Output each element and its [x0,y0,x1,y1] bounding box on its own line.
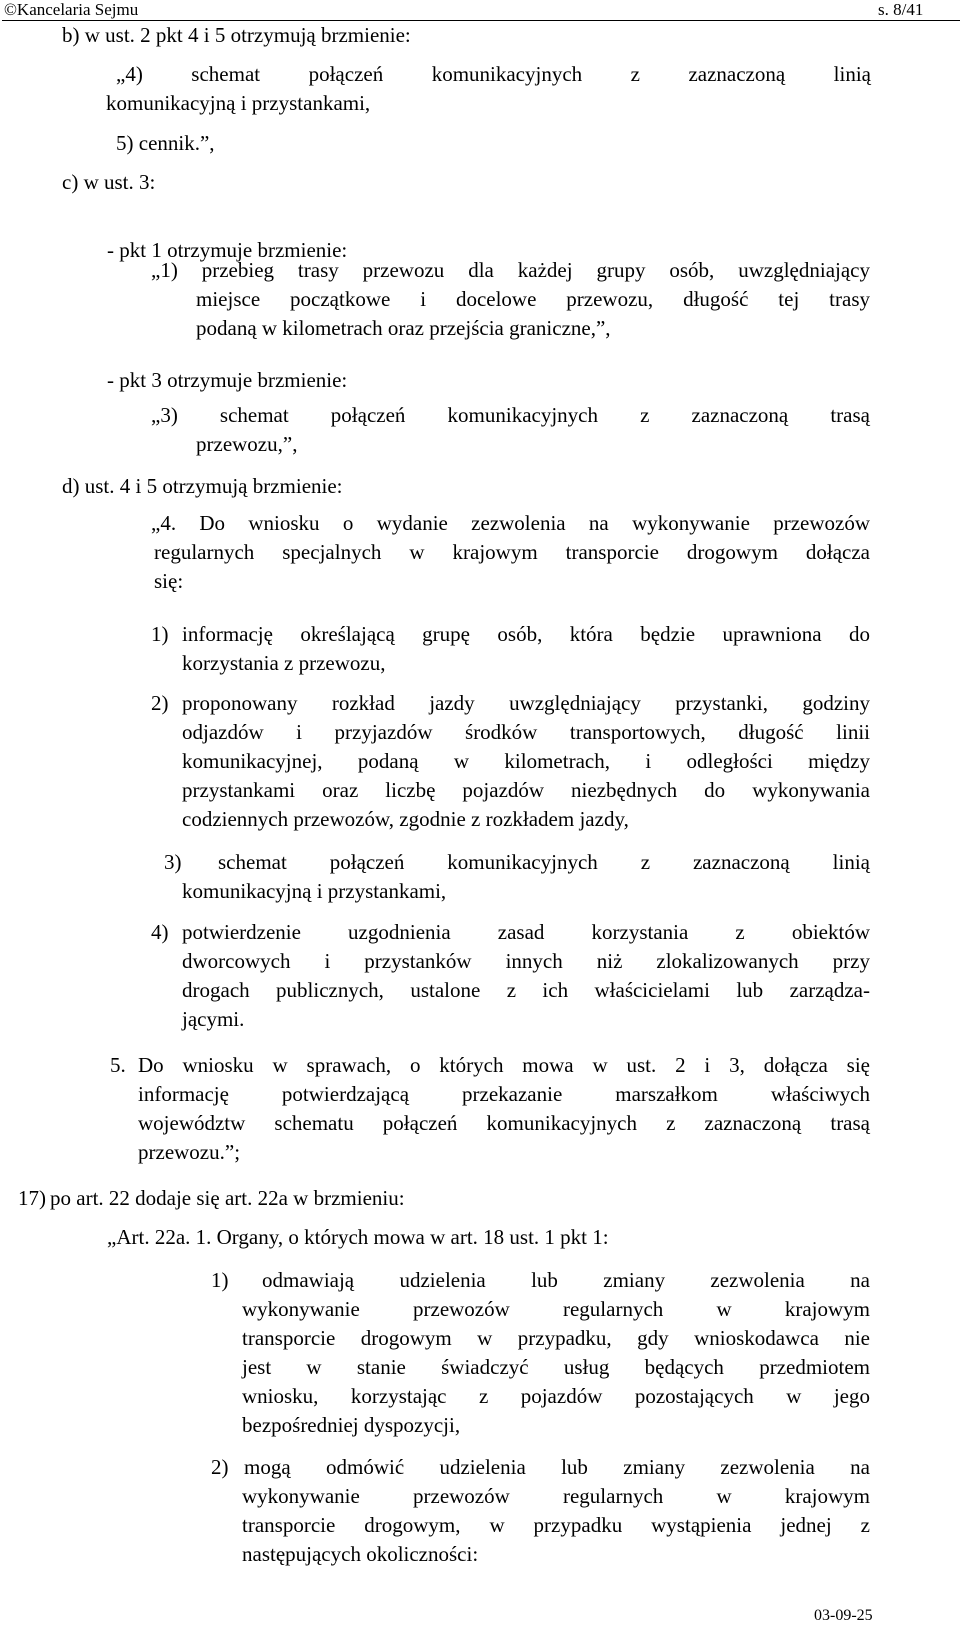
item-text [242,1266,870,1440]
article-22a-item-2 [211,1453,870,1569]
text-line: następujących okoliczności: [242,1542,479,1566]
item-label: 1) [151,622,174,646]
text-line: schemat połączeń komunikacyjnych z zaznaczoną linią [218,850,870,874]
text-line: komunikacyjnej, podaną w kilometrach, i odległości między [182,749,870,773]
text-line: regularnych specjalnych w krajowym transporcie drogowym dołącza [154,540,870,564]
item-label: 2) [151,691,174,715]
text-line: korzystania z przewozu, [182,651,386,675]
text-line: wykonywanie przewozów regularnych w krajowym [242,1484,870,1508]
text-line: potwierdzenie uzgodnienia zasad korzystania z obiektów [182,920,870,944]
item-text [182,689,870,834]
text-line: mogą odmówić udzielenia lub zmiany zezwolenia na [244,1455,870,1479]
amendment-b-point-4 [106,60,871,118]
text-line: „4. Do wniosku o wydanie zezwolenia na wykonywanie przewozów [151,511,870,535]
text-line: bezpośredniej dyspozycji, [242,1413,461,1437]
text-line: przewozu.”; [138,1140,241,1164]
article-22a-item-1 [211,1266,870,1440]
text-line: drogach publicznych, ustalone z ich właścicielami lub zarządza- [182,978,870,1002]
text-line: wniosku, korzystając z pojazdów pozostających w jego [242,1384,870,1408]
amendment-d-paragraph-5 [110,1051,870,1167]
amendment-c-intro: c) w ust. 3: [62,170,156,194]
text-line: transporcie drogowym, w przypadku wystąpienia jednej z [242,1513,870,1537]
text-line: transporcie drogowym w przypadku, gdy wnioskodawca nie [242,1326,870,1350]
text-line: wykonywanie przewozów regularnych w krajowym [242,1297,870,1321]
text-line: województw schematu połączeń komunikacyjnych z zaznaczoną trasą [138,1111,870,1135]
enumerated-item-1 [151,620,870,678]
text-line: przewozu,”, [196,432,298,456]
paragraph-label: 5. [110,1053,131,1077]
amendment-d-intro: d) ust. 4 i 5 otrzymują brzmienie: [62,474,343,498]
item-label: 2) [211,1455,234,1479]
text-line: podaną w kilometrach oraz przejścia graniczne,”, [196,316,611,340]
paragraph-text [138,1051,870,1167]
text-line: jącymi. [182,1007,245,1031]
text-line: informację potwierdzającą przekazanie marszałkom właściwych [138,1082,870,1106]
header-page-number: s. 8/41 [878,0,924,19]
point-17 [18,1184,870,1213]
item-text [182,918,870,1034]
text-line: codziennych przewozów, zgodnie z rozkładem jazdy, [182,807,629,831]
amendment-c-point-3 [151,401,870,459]
item-text [182,620,870,678]
article-22a-intro: „Art. 22a. 1. Organy, o których mowa w art. 18 ust. 1 pkt 1: [107,1225,609,1249]
amendment-c-pkt1-intro: - pkt 1 otrzymuje brzmienie: [107,238,348,262]
text-line: miejsce początkowe i docelowe przewozu, długość tej trasy [196,287,870,311]
amendment-c-pkt3-intro: - pkt 3 otrzymuje brzmienie: [107,368,348,392]
text-line: dworcowych i przystanków innych niż zlokalizowanych przy [182,949,870,973]
enumerated-item-4 [151,918,870,1034]
item-text [182,848,870,906]
amendment-d-paragraph-4 [151,509,870,596]
text-line: Do wniosku w sprawach, o których mowa w ust. 2 i 3, dołącza się [138,1053,870,1077]
enumerated-item-2 [151,689,870,834]
text-line: proponowany rozkład jazdy uwzględniający przystanki, godziny [182,691,870,715]
text-line: komunikacyjną i przystankami, [182,879,447,903]
text-line: informację określającą grupę osób, która będzie uprawniona do [182,622,870,646]
text-line: się: [154,569,184,593]
text-line: komunikacyjną i przystankami, [106,91,371,115]
text-line: przystankami oraz liczbę pojazdów niezbędnych do wykonywania [182,778,870,802]
text-line: „4) schemat połączeń komunikacyjnych z zaznaczoną linią [116,62,871,86]
text-line: odmawiają udzielenia lub zmiany zezwolenia na [262,1268,870,1292]
point-text: po art. 22 dodaje się art. 22a w brzmieniu: [50,1186,405,1210]
item-label: 4) [151,920,174,944]
header-publisher: ©Kancelaria Sejmu [4,0,139,19]
item-label: 3) [164,850,187,874]
amendment-c-point-1 [151,256,870,343]
text-line: odjazdów i przyjazdów środków transportowych, długość linii [182,720,870,744]
text-line: „3) schemat połączeń komunikacyjnych z zaznaczoną trasą [151,403,870,427]
amendment-b-point-5: 5) cennik.”, [116,131,215,155]
item-label: 1) [211,1268,234,1292]
point-label: 17) [18,1186,52,1210]
text-line: „1) przebieg trasy przewozu dla każdej grupy osób, uwzględniający [151,258,870,282]
enumerated-item-3 [164,848,870,906]
text-line: jest w stanie świadczyć usług będących przedmiotem [242,1355,870,1379]
item-text [242,1453,870,1569]
amendment-b-intro: b) w ust. 2 pkt 4 i 5 otrzymują brzmienie: [62,23,411,47]
footer-date: 03-09-25 [814,1607,873,1624]
